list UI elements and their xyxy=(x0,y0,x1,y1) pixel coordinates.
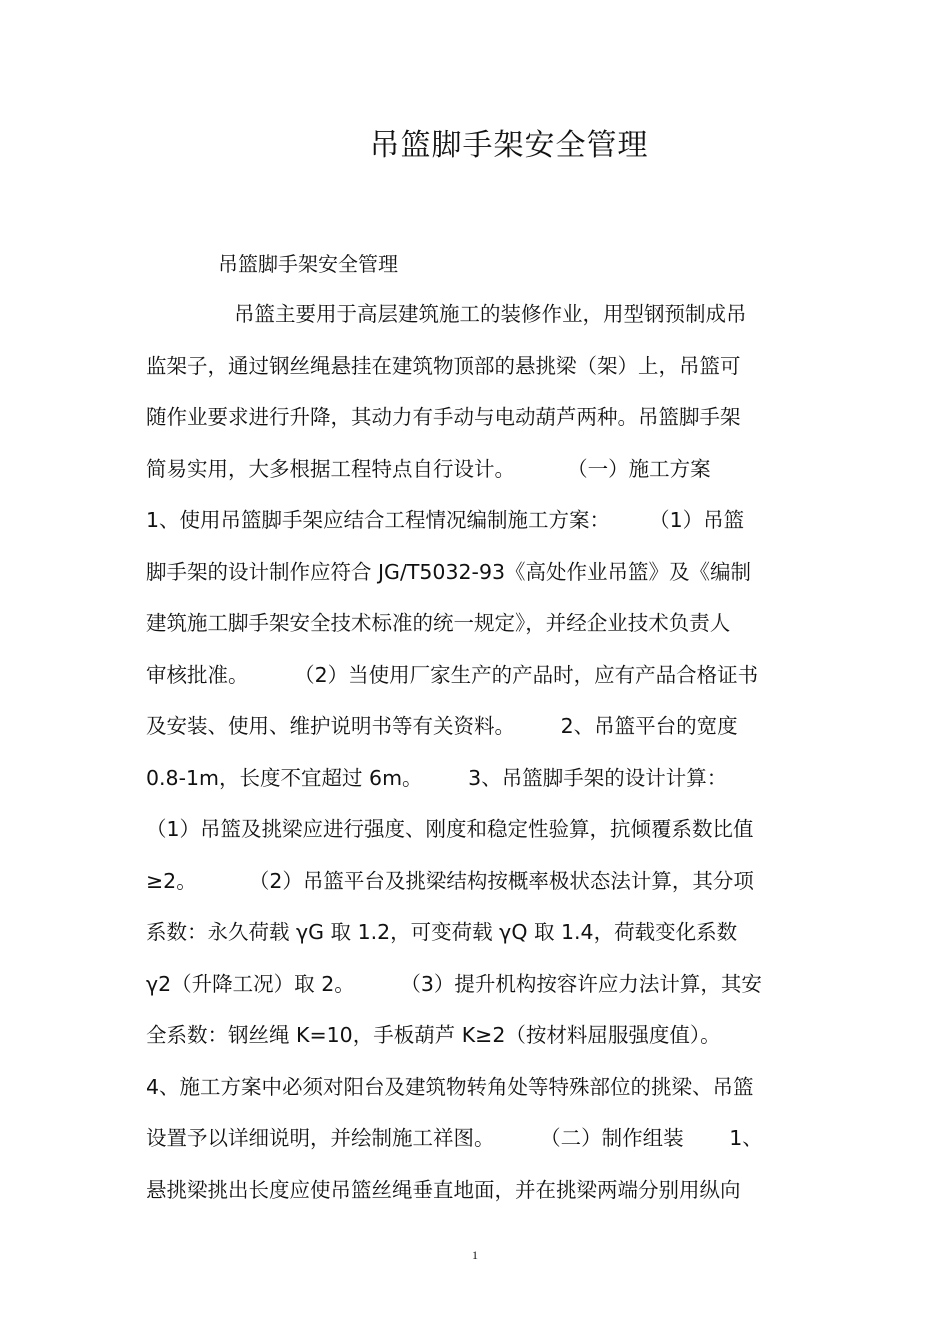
body-line: 简易实用，大多根据工程特点自行设计。 （一）施工方案 xyxy=(146,456,711,481)
body-line: 1、使用吊篮脚手架应结合工程情况编制施工方案： （1）吊篮 xyxy=(146,508,745,532)
body-line: 监架子，通过钢丝绳悬挂在建筑物顶部的悬挑梁（架）上，吊篮可 xyxy=(146,353,741,378)
body-line: 吊篮主要用于高层建筑施工的装修作业，用型钢预制成吊 xyxy=(234,302,747,326)
body-line: 随作业要求进行升降，其动力有手动与电动葫芦两种。吊篮脚手架 xyxy=(146,405,741,429)
body-line: ≥2。 （2）吊篮平台及挑梁结构按概率极状态法计算，其分项 xyxy=(146,868,754,893)
body-line: 建筑施工脚手架安全技术标准的统一规定》，并经企业技术负责人 xyxy=(146,611,731,635)
body-line: 设置予以详细说明，并绘制施工祥图。 （二）制作组装 1、 xyxy=(146,1126,763,1150)
body-line: 及安装、使用、维护说明书等有关资料。 2、吊篮平台的宽度 xyxy=(146,714,738,738)
body-line: 全系数：钢丝绳 K=10，手板葫芦 K≥2（按材料屈服强度值）。 xyxy=(146,1023,721,1047)
body-line: γ2（升降工况）取 2。 （3）提升机构按容许应力法计算，其安 xyxy=(146,971,762,996)
document-title: 吊篮脚手架安全管理 xyxy=(369,128,649,163)
body-line: 悬挑梁挑出长度应使吊篮丝绳垂直地面，并在挑梁两端分别用纵向 xyxy=(146,1177,741,1202)
document-subtitle: 吊篮脚手架安全管理 xyxy=(218,252,398,276)
body-text xyxy=(146,296,826,1223)
body-line: 系数：永久荷载 γG 取 1.2，可变荷载 γQ 取 1.4，荷载变化系数 xyxy=(146,920,738,944)
body-line: 审核批准。 （2）当使用厂家生产的产品时，应有产品合格证书 xyxy=(146,662,759,687)
body-line: （1）吊篮及挑梁应进行强度、刚度和稳定性验算，抗倾覆系数比值 xyxy=(146,817,754,841)
body-line: 0.8-1m，长度不宜超过 6m。 3、吊篮脚手架的设计计算： xyxy=(146,765,728,790)
body-line: 脚手架的设计制作应符合 JG/T5032-93《高处作业吊篮》及《编制 xyxy=(146,559,752,584)
body-line: 4、施工方案中必须对阳台及建筑物转角处等特殊部位的挑梁、吊篮 xyxy=(146,1074,754,1099)
page-number: 1 xyxy=(472,1248,478,1262)
